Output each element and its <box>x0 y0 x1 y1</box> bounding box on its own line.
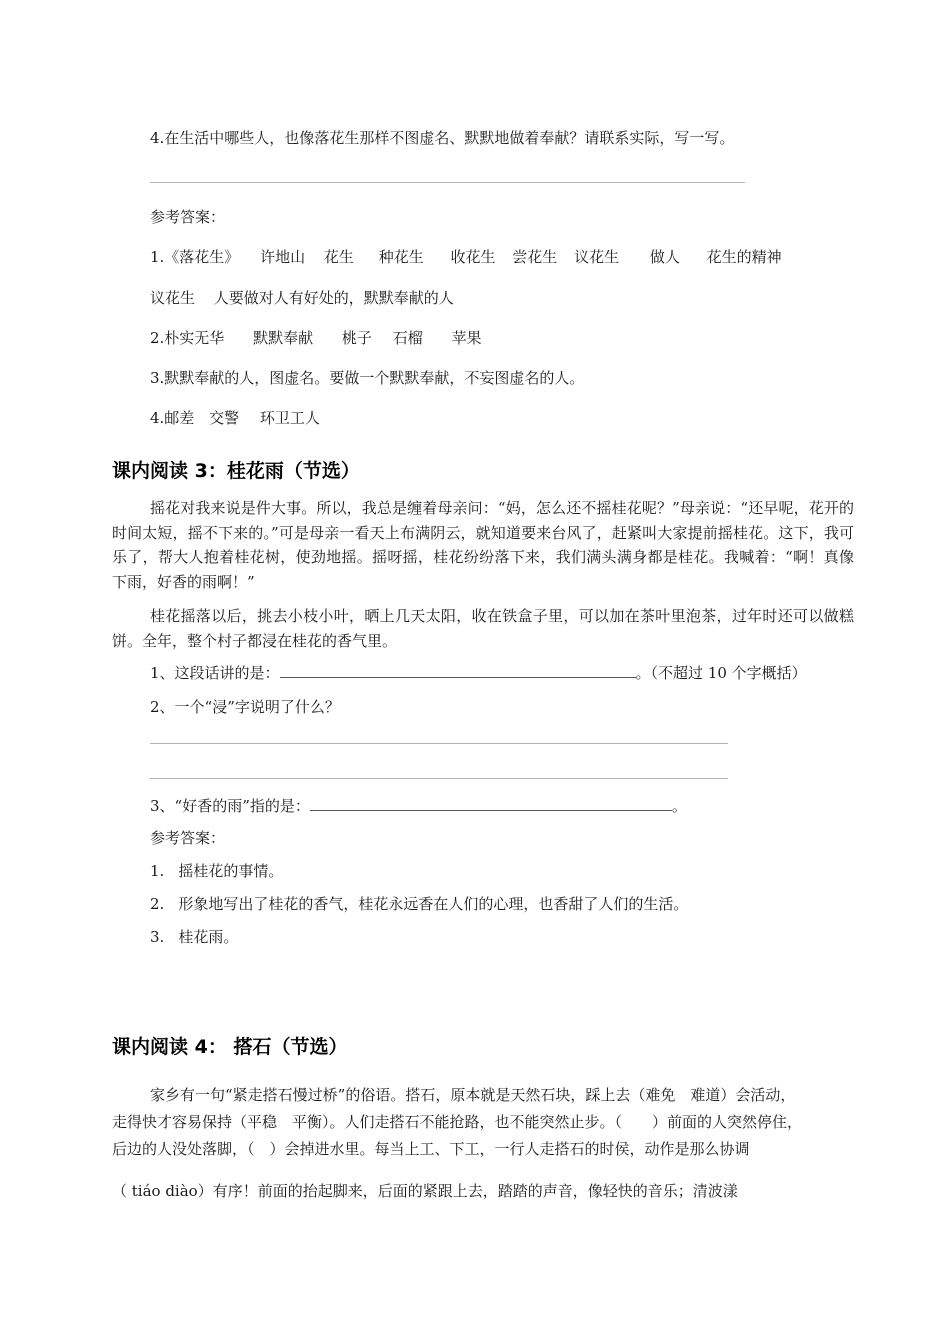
answer-text: 许地山 <box>260 248 306 266</box>
section-3-paragraph-2: 桂花摇落以后，挑去小枝小叶，晒上几天太阳，收在铁盒子里，可以加在茶叶里泡茶，过年时还可以做糕饼。全年，整个村子都浸在桂花的香气里。 <box>112 607 854 650</box>
answer-text: 1.《落花生》 <box>150 248 240 266</box>
question-1 <box>150 663 807 683</box>
section-3-answer-2 <box>150 894 688 914</box>
question-4: 4.在生活中哪些人，也像落花生那样不图虚名、默默地做着奉献？请联系实际，写一写。 <box>150 129 735 147</box>
fill-blank[interactable] <box>280 663 636 678</box>
question-1-suffix: 。（不超过 10 个字概括） <box>635 664 807 682</box>
question-3-suffix: 。 <box>671 797 687 815</box>
answer-text: 苹果 <box>451 329 482 347</box>
answer-text: 交警 <box>209 409 240 427</box>
answer-1-line-2 <box>150 288 454 308</box>
section-3-answer-3 <box>150 927 238 947</box>
answer-text: 摇桂花的事情。 <box>178 862 284 880</box>
question-1-prefix: 1、这段话讲的是： <box>150 664 280 682</box>
answer-label: 参考答案： <box>150 208 226 226</box>
section-3-title: 课内阅读 3：桂花雨（节选） <box>112 460 360 482</box>
answer-3: 3.默默奉献的人，图虚名。要做一个默默奉献，不妄图虚名的人。 <box>150 369 585 387</box>
answer-text: 桂花雨。 <box>178 928 239 946</box>
answer-line <box>150 182 745 183</box>
answer-text: 形象地写出了桂花的香气，桂花永远香在人们的心理，也香甜了人们的生活。 <box>178 895 689 913</box>
answer-number: 3. <box>150 928 165 946</box>
section-4-paragraph-line-4: （ tiáo diào）有序！前面的抬起脚来，后面的紧跟上去，踏踏的声音，像轻快的音乐；清波漾 <box>112 1182 738 1200</box>
answer-text: 花生 <box>323 248 354 266</box>
answer-text: 议花生 <box>574 248 620 266</box>
answer-text: 石榴 <box>392 329 423 347</box>
answer-text: 4.邮差 <box>150 409 195 427</box>
answer-text: 尝花生 <box>512 248 558 266</box>
answer-text: 议花生 <box>150 289 196 307</box>
section-3-paragraph-1: 摇花对我来说是件大事。所以，我总是缠着母亲问：“妈，怎么还不摇桂花呢？”母亲说：“还早呢，花开的时间太短，摇不下来的。”可是母亲一看天上布满阴云，就知道要来台风了，赶紧叫大家提前摇桂花。这下，我可乐了，帮大人抱着桂花树，使劲地摇。摇呀摇，桂花纷纷落下来，我们满头满身都是桂花。我喊着：“啊！真像下雨，好香的雨啊！” <box>112 499 854 591</box>
answer-line <box>150 743 728 744</box>
answer-text: 人要做对人有好处的，默默奉献的人 <box>213 289 454 307</box>
answer-text: 环卫工人 <box>259 409 320 427</box>
answer-text: 花生的精神 <box>706 248 782 266</box>
question-3 <box>150 796 687 816</box>
answer-text: 收花生 <box>450 248 496 266</box>
section-4-paragraph-line-2: 走得快才容易保持（平稳 平衡）。人们走搭石不能抢路，也不能突然止步。（ ）前面的人突然停住， <box>112 1113 803 1131</box>
answer-text: 默默奉献 <box>253 329 314 347</box>
answer-text: 桃子 <box>341 329 372 347</box>
section-4-paragraph-line-3: 后边的人没处落脚，（ ）会掉进水里。每当上工、下工，一行人走搭石的时侯，动作是那么协调 <box>112 1140 750 1158</box>
answer-label: 参考答案： <box>150 829 226 847</box>
question-3-prefix: 3、“好香的雨”指的是： <box>150 797 310 815</box>
section-4-paragraph-line-1: 家乡有一句“紧走搭石慢过桥”的俗语。搭石，原本就是天然石块，踩上去（难免 难道）会活动， <box>150 1086 796 1104</box>
answer-2 <box>150 328 482 348</box>
answer-4 <box>150 408 320 428</box>
answer-1-line-1 <box>150 247 782 267</box>
section-3-answer-1 <box>150 861 283 881</box>
answer-number: 2. <box>150 895 165 913</box>
answer-line <box>150 778 728 779</box>
question-2: 2、一个“浸”字说明了什么？ <box>150 698 340 716</box>
fill-blank[interactable] <box>310 796 672 811</box>
answer-text: 做人 <box>649 248 680 266</box>
section-4-title: 课内阅读 4： 搭石（节选） <box>112 1036 348 1058</box>
answer-text: 种花生 <box>378 248 424 266</box>
answer-number: 1. <box>150 862 165 880</box>
answer-text: 2.朴实无华 <box>150 329 225 347</box>
